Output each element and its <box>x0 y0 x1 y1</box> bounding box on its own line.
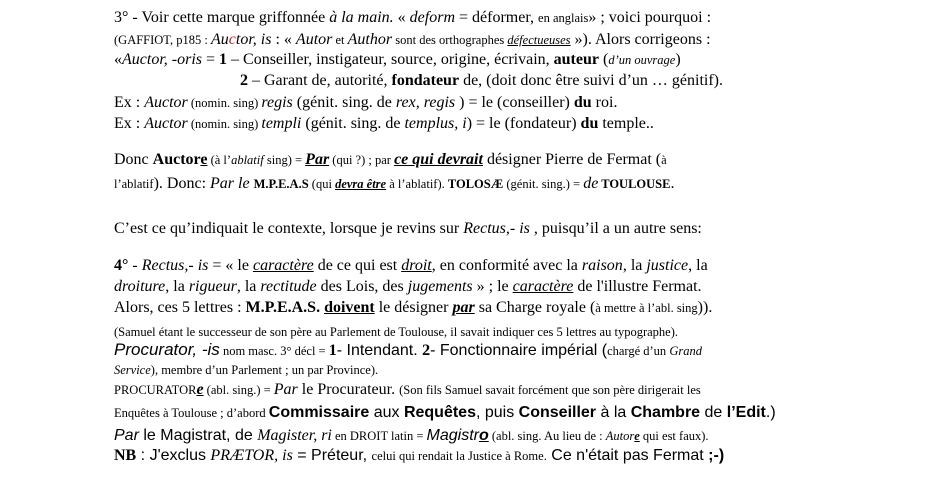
p4-line-1 <box>114 256 708 276</box>
text: Autor <box>605 429 635 443</box>
p4-line-9 <box>114 426 709 446</box>
text: Magister, ri <box>257 427 332 444</box>
text: Ex : <box>114 115 145 132</box>
text: – Conseiller, instigateur, source, origine, écrivain, <box>227 51 554 68</box>
text: Par <box>114 427 139 444</box>
p1-line-4 <box>240 71 723 91</box>
text: - Intendant. <box>336 342 423 359</box>
text: en DROIT latin = <box>331 429 427 443</box>
text: (nomin. sing) <box>187 117 262 131</box>
text: Donc <box>114 151 153 168</box>
text: défectueuses <box>507 33 571 47</box>
text: , la <box>688 257 708 274</box>
text: , la <box>165 278 189 295</box>
text: l’ablatif <box>114 177 154 191</box>
text: qui est faux). <box>639 429 709 443</box>
text: doivent <box>324 299 375 316</box>
text: is <box>260 31 272 48</box>
text: celui qui rendait la Justice à Rome. <box>371 449 547 463</box>
p2-line-1 <box>114 150 667 170</box>
text: (abl. sing. Au lieu de : <box>488 429 606 443</box>
text: auteur <box>553 51 599 68</box>
text: de l'illustre Fermat. <box>573 278 702 295</box>
text: à la <box>596 404 631 421</box>
text: de ce qui est <box>313 257 402 274</box>
text: c <box>228 31 236 48</box>
text: ), membre d’un Parlement ; un par Province). <box>150 363 379 377</box>
text: - <box>128 257 142 274</box>
p1-line-3 <box>114 50 681 70</box>
p4-line-6 <box>114 360 378 380</box>
text: , puisqu’il a un autre sens: <box>529 220 702 237</box>
text: roi. <box>591 94 618 111</box>
text: )). <box>697 299 713 316</box>
text: , la <box>236 278 261 295</box>
text: (GAFFIOT, p185 : <box>114 33 211 47</box>
text: sont des orthographes <box>392 33 508 47</box>
text: 1 <box>219 51 228 68</box>
text: (abl. sing.) = <box>203 383 274 397</box>
text: : « <box>271 31 296 48</box>
text: regis <box>261 94 293 111</box>
text: sing) = <box>263 153 306 167</box>
text: Auctor <box>152 151 201 168</box>
text: en anglais <box>538 11 589 25</box>
text: chargé d’un <box>607 344 670 358</box>
text: de, (doit donc être suivi d’un … génitif). <box>459 72 723 89</box>
text: .) <box>765 404 776 421</box>
text: C’est ce qu’indiquait le contexte, lorsque je revins sur <box>114 220 464 237</box>
text: (génit. sing. de <box>292 94 396 111</box>
text: = <box>202 51 220 68</box>
text: deform <box>409 9 455 26</box>
text: désigner Pierre de Fermat ( <box>482 151 662 168</box>
text: droit <box>401 257 432 274</box>
text: justice <box>646 257 689 274</box>
text: TOULOUSE <box>598 177 671 191</box>
text: PRÆTOR, is <box>210 447 293 464</box>
text: (qui ?) ; par <box>329 153 395 167</box>
text: (qui <box>308 177 336 191</box>
text: - Fonctionnaire impérial ( <box>430 342 608 359</box>
text: ) = le (fondateur) <box>466 115 581 132</box>
text: Alors, ces 5 lettres : <box>114 299 246 316</box>
text: ablatif <box>231 153 264 167</box>
text: le Procurateur. <box>297 381 400 398</box>
text: Par <box>305 151 330 168</box>
text: devra être <box>335 177 387 191</box>
text: caractère <box>252 257 314 274</box>
p1-line-2 <box>114 30 711 50</box>
p4-line-7 <box>114 380 701 400</box>
text: du <box>573 94 592 111</box>
text: = « le <box>208 257 253 274</box>
text: Author <box>347 31 393 48</box>
text: = Préteur, <box>292 447 372 464</box>
text: tor, <box>235 31 261 48</box>
text: . <box>670 175 675 192</box>
p4-line-10 <box>114 446 724 466</box>
text: d’un ouvrage <box>608 53 676 67</box>
text: ce qui devrait <box>394 151 483 168</box>
text: 2 <box>240 72 248 89</box>
text: 2 <box>422 342 431 359</box>
text: sa Charge royale ( <box>474 299 596 316</box>
text: Par le <box>210 175 254 192</box>
p2-line-2 <box>114 174 674 194</box>
text: , en conformité avec la <box>431 257 582 274</box>
text: et <box>332 33 348 47</box>
text: à l’ablatif). <box>386 177 448 191</box>
text: » ; voici pourquoi : <box>588 9 712 26</box>
text: à <box>661 153 667 167</box>
text: NB <box>114 447 137 464</box>
text: des Lois, des <box>316 278 408 295</box>
text: caractère <box>512 278 574 295</box>
text: Ce n'était pas Fermat <box>546 447 709 464</box>
text: 4° <box>114 257 129 274</box>
text: rigueur <box>188 278 237 295</box>
p4-line-2 <box>114 277 702 297</box>
text: droiture <box>114 278 166 295</box>
p4-line-4 <box>114 322 678 342</box>
text: » ; le <box>472 278 513 295</box>
text: (génit. sing.) = <box>503 177 584 191</box>
text: Par <box>273 381 298 398</box>
text: e <box>196 381 204 398</box>
text: Auctor <box>144 94 188 111</box>
text: TOLOSÆ <box>447 177 504 191</box>
p1-line-1 <box>114 8 711 28</box>
text: Auctor <box>144 115 188 132</box>
text: Requêtes <box>403 404 476 421</box>
text: Magistr <box>426 427 479 444</box>
text: Conseiller <box>518 404 597 421</box>
text: Rectus,- is <box>141 257 209 274</box>
text: le Magistrat, de <box>138 427 258 444</box>
text: raison <box>581 257 623 274</box>
text: 3° - Voir cette marque griffonnée <box>114 9 330 26</box>
text: par <box>452 299 475 316</box>
text: templi <box>261 115 302 132</box>
text: Autor <box>295 31 333 48</box>
text: (génit. sing. de <box>301 115 405 132</box>
text: M.P.E.A.S <box>253 177 309 191</box>
text: (nomin. sing) <box>187 96 262 110</box>
text: à mettre à l’abl. sing <box>595 301 698 315</box>
text: PROCURATOR <box>114 383 197 397</box>
text: (Son fils Samuel savait forcément que son père dirigerait les <box>399 383 701 397</box>
text: ;-) <box>708 447 725 464</box>
text: = déformer, <box>455 9 539 26</box>
text: de <box>700 404 727 421</box>
text: fondateur <box>391 72 460 89</box>
p4-line-8 <box>114 403 776 423</box>
text: Au <box>211 31 229 48</box>
text: Service <box>114 363 151 377</box>
text: (Samuel étant le successeur de son père au Parlement de Toulouse, il savait indiquer ces 5 lettres au typographe). <box>114 325 678 339</box>
text: « <box>114 51 122 68</box>
p3-line <box>114 219 702 239</box>
p1-line-6 <box>114 114 654 134</box>
text: e <box>634 429 640 443</box>
text: aux <box>369 404 404 421</box>
text: Enquêtes à Toulouse ; d’abord <box>114 406 269 420</box>
text: ) <box>675 51 681 68</box>
text: Chambre <box>630 404 701 421</box>
text: »). Alors corrigeons : <box>570 31 711 48</box>
text: e <box>200 151 208 168</box>
text: « <box>393 9 410 26</box>
text: rectitude <box>260 278 317 295</box>
text: , la <box>622 257 647 274</box>
text: ) = le (conseiller) <box>455 94 574 111</box>
text: ( <box>598 51 609 68</box>
text: (à l’ <box>207 153 232 167</box>
text: Procurator, -is <box>114 340 220 359</box>
text: Ex : <box>114 94 145 111</box>
text: Auctor, -oris <box>122 51 202 68</box>
text: : J'exclus <box>136 447 211 464</box>
text: Rectus,- is <box>463 220 530 237</box>
text: o <box>478 427 489 444</box>
text: le désigner <box>374 299 453 316</box>
text: jugements <box>407 278 473 295</box>
text: Commissaire <box>268 404 370 421</box>
text: M.P.E.A.S. <box>245 299 321 316</box>
text: templus, i <box>404 115 467 132</box>
text: nom masc. 3° décl = <box>219 344 329 358</box>
text: de <box>583 175 599 192</box>
text: du <box>580 115 599 132</box>
text: l’Edit <box>726 404 766 421</box>
text: temple.. <box>598 115 654 132</box>
p4-line-3 <box>114 298 712 318</box>
p4-line-5 <box>114 340 702 361</box>
text: – Garant de, autorité, <box>248 72 392 89</box>
text: à la main. <box>329 9 394 26</box>
p1-line-5 <box>114 93 617 113</box>
text: Grand <box>669 344 702 358</box>
text: ). Donc: <box>153 175 211 192</box>
text: , puis <box>475 404 519 421</box>
text: 1 <box>328 342 337 359</box>
text: rex, regis <box>395 94 456 111</box>
